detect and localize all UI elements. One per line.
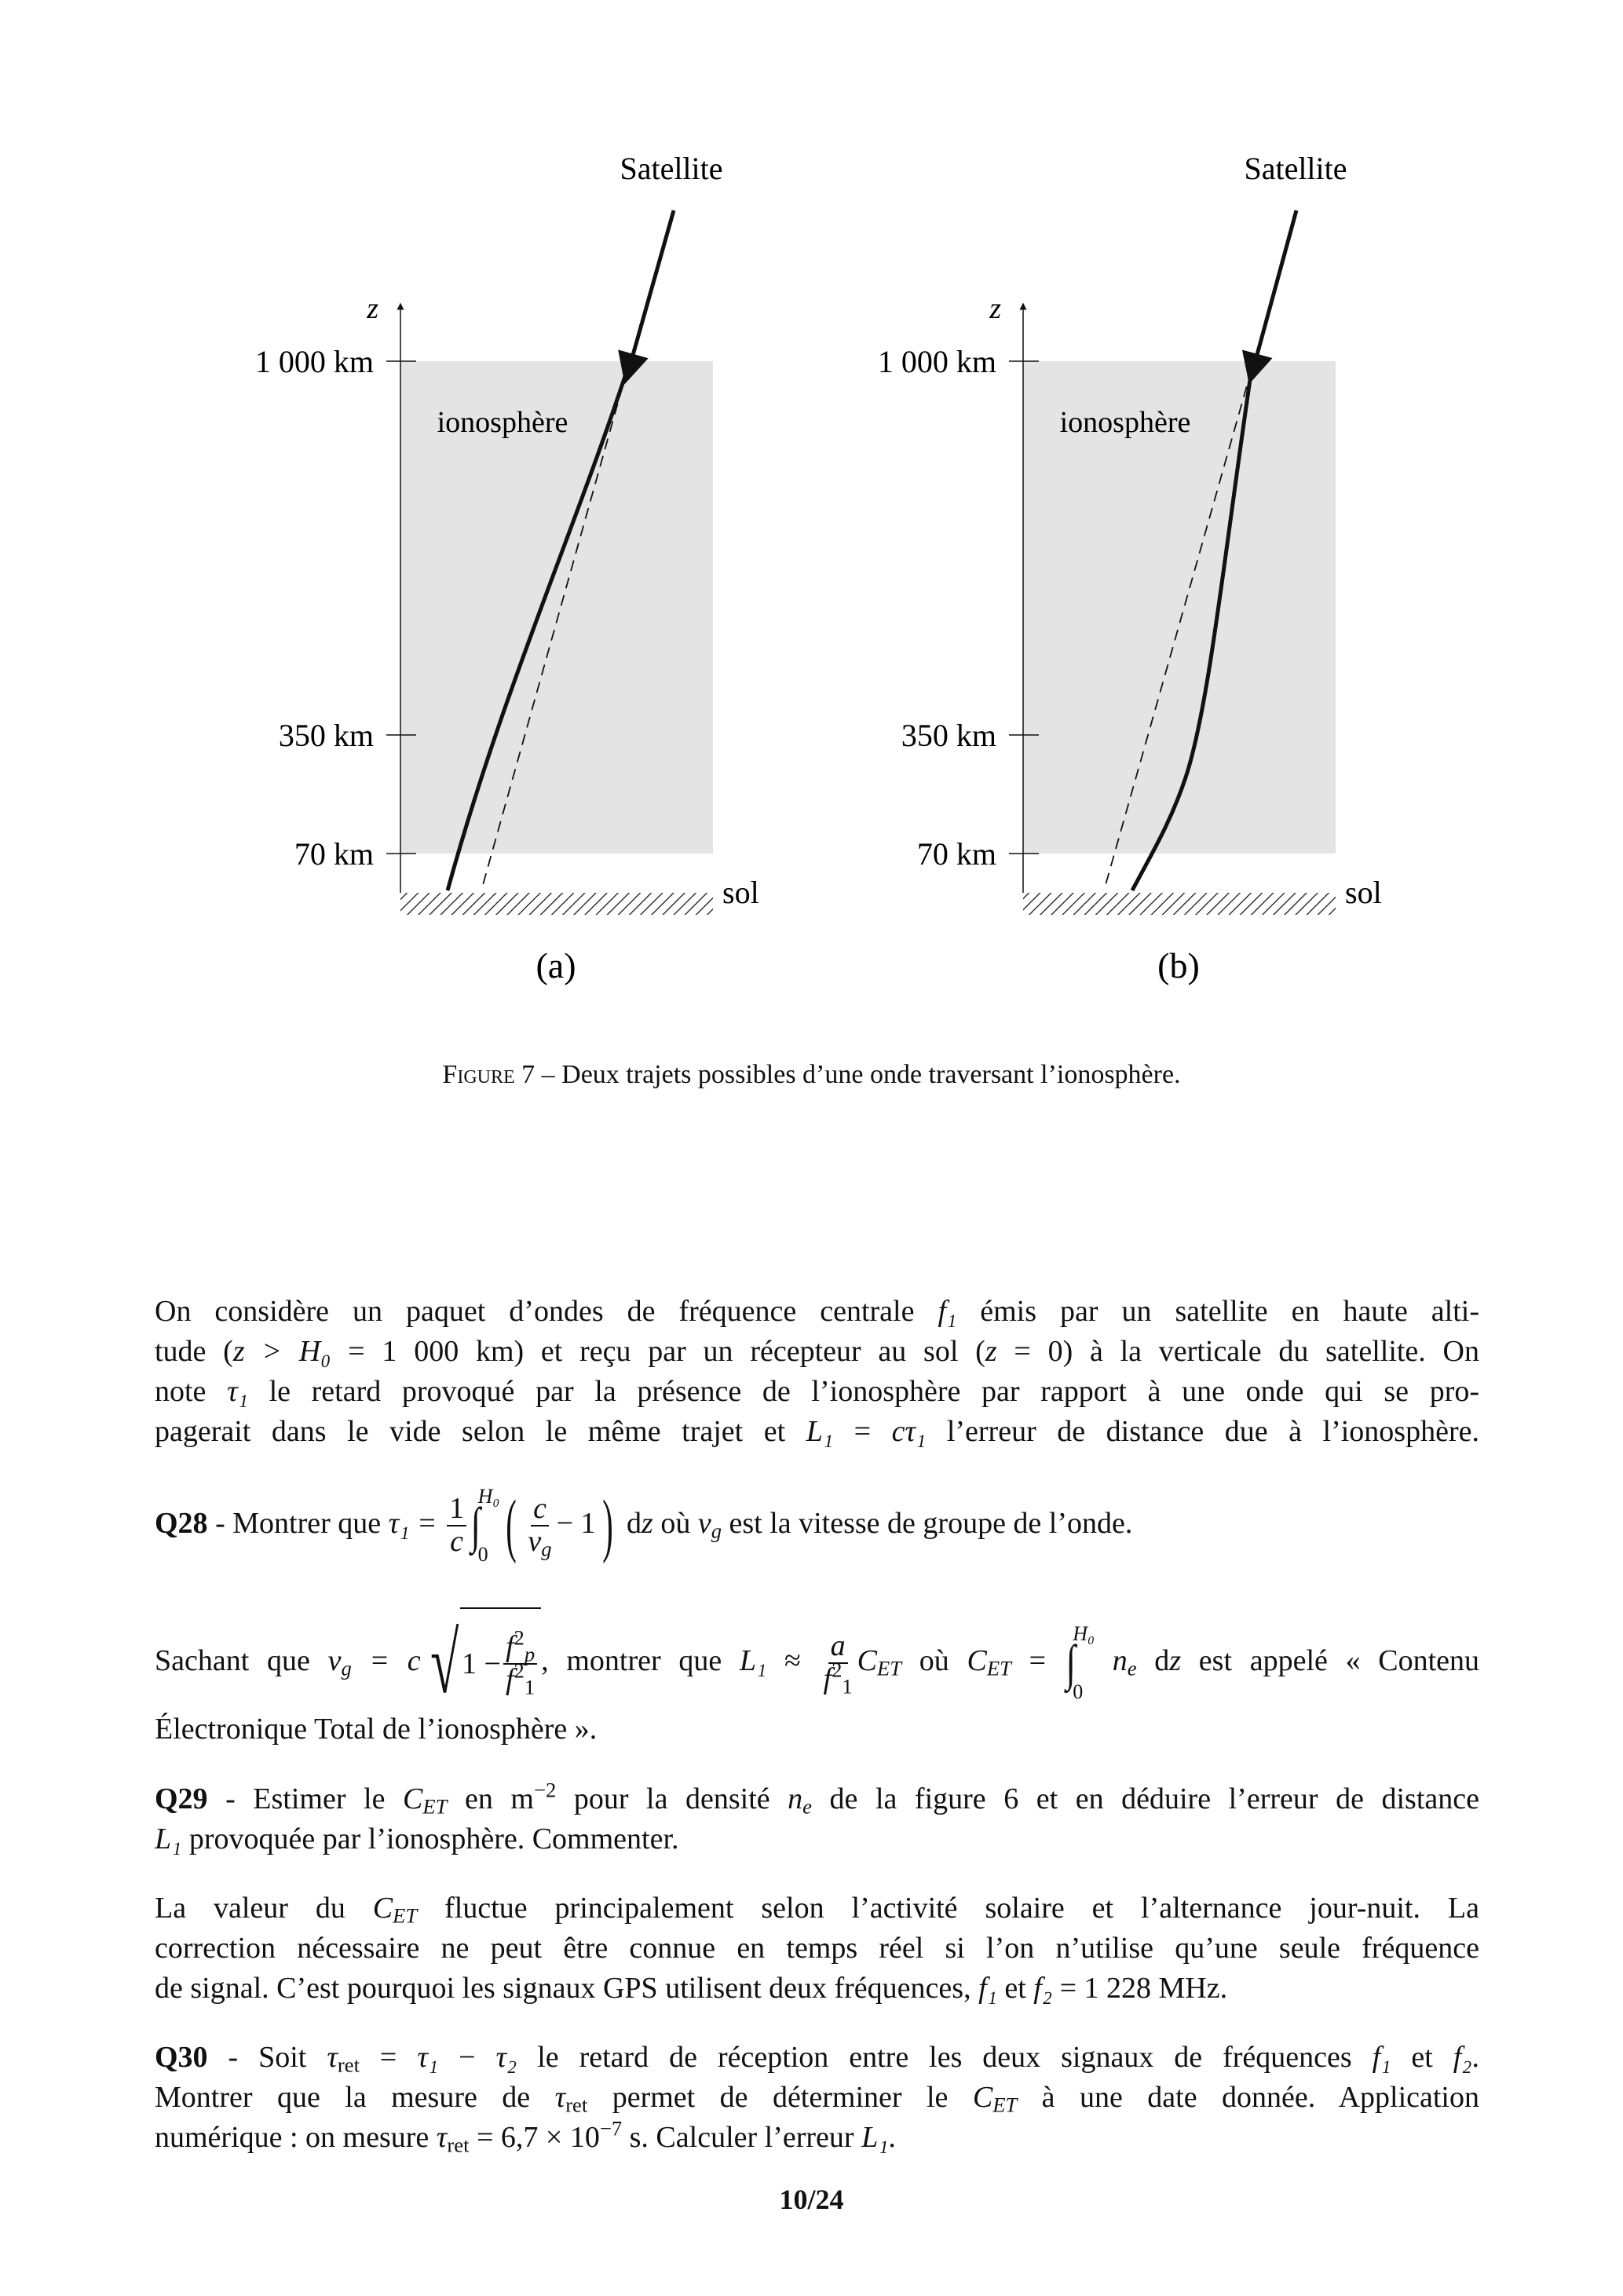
- text-segment: - Estimer le: [207, 1782, 404, 1815]
- text-segment: c: [450, 1525, 464, 1559]
- satellite-label: Satellite: [620, 151, 723, 186]
- p1-line: [155, 1372, 1479, 1411]
- p1-line: [155, 1292, 1479, 1331]
- math-element: [478, 1486, 500, 1565]
- text-segment: le retard provoqué par la présence de l’ionosphère par rapport à une onde qui se pro-: [247, 1375, 1479, 1408]
- text-segment: v: [528, 1525, 542, 1559]
- text-segment: f₁: [1372, 2041, 1391, 2074]
- text-segment: =: [1011, 1644, 1064, 1677]
- text-segment: est la vitesse de groupe de l’onde.: [721, 1507, 1133, 1540]
- math-element: [341, 1657, 351, 1680]
- text-segment: f₁: [938, 1295, 957, 1328]
- text-segment: , montrer que: [541, 1644, 740, 1677]
- ground-label: sol: [722, 875, 759, 910]
- text-segment: c: [531, 1493, 549, 1526]
- text-segment: H₀: [477, 1485, 500, 1508]
- panel-b: [878, 151, 1382, 985]
- text-segment: τ: [327, 2041, 338, 2074]
- text-segment: - Montrer que: [207, 1507, 389, 1540]
- incoming-ray: [1253, 210, 1296, 369]
- tick-label: 70 km: [916, 836, 996, 872]
- text-segment: f₁: [978, 1972, 997, 2005]
- text-segment: en m: [447, 1782, 534, 1815]
- question-q29-line-2: [155, 1819, 1479, 1859]
- tick-label: 350 km: [901, 718, 996, 753]
- text-segment: τ₁ =: [388, 1507, 437, 1540]
- text-segment: La valeur du: [155, 1892, 373, 1925]
- text-segment: Montrer que la mesure de: [155, 2081, 555, 2114]
- figure-7: [0, 0, 1623, 1021]
- text-segment: de la figure 6 et en déduire l’erreur de distance: [811, 1782, 1479, 1815]
- text-segment: z: [1169, 1644, 1182, 1677]
- text-segment: τ₂: [495, 2041, 517, 2074]
- text-segment: z: [642, 1507, 653, 1540]
- text-segment: 1 −: [462, 1647, 501, 1681]
- math-element: [541, 1537, 551, 1561]
- p3-line: [155, 1929, 1479, 1968]
- text-segment: ET: [877, 1656, 902, 1680]
- math-element: ∫: [470, 1497, 481, 1554]
- text-segment: C: [857, 1644, 878, 1677]
- text-segment: − 1: [556, 1507, 596, 1540]
- text-segment: 2: [514, 1625, 525, 1650]
- math-element: ): [601, 1486, 613, 1565]
- text-segment: = c: [351, 1644, 421, 1677]
- p1-line: [155, 1412, 1479, 1451]
- text-segment: ret: [447, 2133, 470, 2157]
- text-segment: −7: [599, 2116, 623, 2141]
- caption-text: – Deux trajets possibles d’une onde traversant l’ionosphère.: [535, 1060, 1181, 1089]
- text-segment: = 1 228 MHz.: [1052, 1972, 1228, 2005]
- text-segment: 1: [524, 1675, 536, 1699]
- math-element: ∫: [1066, 1635, 1076, 1691]
- text-segment: .: [888, 2121, 896, 2154]
- text-segment: τ: [436, 2121, 448, 2154]
- text-segment: de signal. C’est pourquoi les signaux GPS utilisent deux fréquences,: [155, 1972, 979, 2005]
- text-segment: et: [1391, 2041, 1453, 2074]
- p1-line: [155, 1332, 1479, 1371]
- panel-a: [255, 151, 759, 985]
- text-segment: à une date donnée. Application: [1017, 2081, 1479, 2114]
- text-segment: f₂: [1033, 1972, 1053, 2005]
- text-segment: −: [438, 2041, 496, 2074]
- question-label: Q29: [155, 1782, 208, 1815]
- text-segment: où: [901, 1644, 967, 1677]
- text-segment: e: [1127, 1656, 1137, 1680]
- question-label: Q30: [155, 2041, 208, 2074]
- text-segment: f: [505, 1630, 514, 1664]
- tick-label: 1 000 km: [877, 344, 996, 379]
- text-segment: = 0) à la verticale du satellite. On: [996, 1335, 1480, 1368]
- tick-label: 70 km: [294, 836, 374, 872]
- math-element: [802, 1795, 812, 1819]
- text-segment: C: [372, 1892, 393, 1925]
- question-label: Q28: [155, 1507, 208, 1540]
- text-segment: −2: [533, 1778, 557, 1802]
- text-segment: H₀: [1073, 1622, 1095, 1646]
- question-q30: [155, 2038, 1479, 2077]
- text-segment: pagerait dans le vide selon le même trajet et: [155, 1415, 806, 1448]
- question-q29: [155, 1779, 1479, 1819]
- axis-label: z: [989, 292, 1001, 325]
- text-segment: Sachant que: [155, 1644, 328, 1677]
- text-segment: ET: [992, 2093, 1018, 2117]
- satellite-label: Satellite: [1244, 151, 1347, 186]
- math-element: [987, 1657, 1011, 1680]
- text-segment: d: [627, 1507, 642, 1540]
- text-segment: C: [403, 1782, 423, 1815]
- text-segment: e: [802, 1794, 812, 1819]
- incoming-ray: [629, 210, 674, 369]
- math-element: [877, 1657, 901, 1680]
- math-element: [503, 1658, 537, 1699]
- text-segment: g: [541, 1537, 552, 1561]
- text-segment: L₁: [806, 1415, 834, 1448]
- text-segment: p: [524, 1643, 536, 1667]
- text-segment: note: [155, 1375, 228, 1408]
- sachant-line-2: [155, 1709, 1479, 1749]
- p3-line: [155, 1969, 1479, 2008]
- text-segment: s. Calculer l’erreur: [622, 2121, 862, 2154]
- axis-label: z: [367, 292, 378, 325]
- text-segment: 2: [514, 1658, 525, 1683]
- math-element: [525, 1492, 554, 1561]
- math-element: (: [506, 1486, 517, 1565]
- text-segment: permet de déterminer le: [587, 2081, 973, 2114]
- text-segment: L₁: [155, 1823, 182, 1855]
- tick-label: 350 km: [278, 718, 374, 753]
- text-segment: ret: [337, 2053, 360, 2077]
- text-segment: L₁: [861, 2121, 889, 2154]
- text-segment: On considère un paquet d’ondes de fréquence centrale: [155, 1295, 938, 1328]
- text-segment: numérique : on mesure: [155, 2121, 437, 2154]
- math-element: [821, 1629, 855, 1698]
- text-segment: f: [823, 1662, 832, 1696]
- math-element: [1073, 1624, 1095, 1702]
- text-segment: 0: [477, 1543, 488, 1567]
- math-element: [460, 1607, 541, 1719]
- panel-label: (b): [1157, 945, 1200, 985]
- text-segment: v: [697, 1507, 711, 1540]
- panel-label: (a): [536, 945, 576, 985]
- caption-prefix: Figure 7: [442, 1060, 536, 1089]
- page-number: 10/24: [779, 2184, 844, 2215]
- text-segment: z > H₀: [232, 1335, 331, 1368]
- text-segment: =: [833, 1415, 892, 1448]
- text-segment: d: [1136, 1644, 1170, 1677]
- math-element: [422, 1795, 447, 1819]
- text-segment: .: [1471, 2041, 1479, 2074]
- text-segment: correction nécessaire ne peut être connue en temps réel si l’on n’utilise qu’une seule fréquence: [155, 1932, 1479, 1965]
- text-segment: = 1 000 km) et reçu par un récepteur au sol (: [331, 1335, 985, 1368]
- text-segment: C: [967, 1644, 987, 1677]
- text-segment: f₂: [1453, 2041, 1472, 2074]
- text-segment: n: [1112, 1644, 1128, 1677]
- math-element: [421, 1607, 541, 1719]
- math-element: √: [430, 1615, 459, 1712]
- text-segment: où: [652, 1507, 698, 1540]
- text-segment: z: [985, 1335, 997, 1368]
- text-segment: émis par un satellite en haute alti-: [956, 1295, 1479, 1328]
- text-segment: C: [972, 2081, 993, 2114]
- text-segment: fluctue principalement selon l’activité solaire et l’alternance jour-nuit. La: [417, 1892, 1479, 1925]
- text-segment: 1: [447, 1493, 466, 1526]
- question-q30-line-2: [155, 2078, 1479, 2117]
- text-segment: et: [996, 1972, 1034, 2005]
- text-segment: f: [505, 1663, 514, 1697]
- text-segment: τ₁: [417, 2041, 439, 2074]
- text-segment: ET: [422, 1794, 448, 1819]
- question-q30-line-3: [155, 2118, 1479, 2157]
- p3-line: [155, 1888, 1479, 1928]
- figure-caption: [0, 1060, 1623, 1090]
- text-segment: ET: [986, 1656, 1011, 1680]
- text-segment: v: [327, 1644, 342, 1677]
- math-element: [393, 1904, 417, 1928]
- text-segment: 0: [1073, 1680, 1084, 1704]
- ground-label: sol: [1345, 875, 1382, 910]
- text-segment: = 6,7 × 10: [469, 2121, 600, 2154]
- text-segment: g: [341, 1656, 352, 1680]
- ionosphere-label: ionosphère: [1059, 406, 1191, 439]
- text-segment: le retard de réception entre les deux signaux de fréquences: [517, 2041, 1373, 2074]
- math-element: [821, 1658, 855, 1698]
- math-element: [525, 1643, 535, 1666]
- ground-hatch: [400, 893, 713, 915]
- text-segment: a: [828, 1631, 848, 1664]
- text-segment: ≈: [766, 1644, 819, 1677]
- tick-label: 1 000 km: [254, 344, 374, 379]
- text-segment: 1: [842, 1674, 853, 1698]
- text-segment: Électronique Total de l’ionosphère ».: [155, 1713, 598, 1746]
- question-q28: [155, 1476, 1479, 1570]
- ground-hatch: [1023, 893, 1336, 915]
- text-segment: cτ₁: [891, 1415, 927, 1448]
- text-segment: τ: [554, 2081, 566, 2114]
- text-segment: provoquée par l’ionosphère. Commenter.: [181, 1823, 679, 1855]
- math-element: [525, 1525, 554, 1561]
- text-segment: τ₁: [227, 1375, 248, 1408]
- text-segment: =: [359, 2041, 418, 2074]
- math-element: [1128, 1657, 1137, 1680]
- text-segment: ret: [565, 2093, 588, 2117]
- math-element: [503, 1625, 537, 1699]
- text-segment: est appelé « Contenu: [1181, 1644, 1480, 1677]
- text-segment: - Soit: [207, 2041, 327, 2074]
- math-element: [447, 1493, 466, 1558]
- text-segment: ET: [393, 1903, 418, 1928]
- ionosphere-label: ionosphère: [437, 406, 568, 439]
- text-segment: n: [788, 1782, 803, 1815]
- text-segment: g: [711, 1519, 722, 1543]
- text-segment: pour la densité: [556, 1782, 788, 1815]
- text-segment: l’erreur de distance due à l’ionosphère.: [926, 1415, 1479, 1448]
- sachant-line: [155, 1606, 1479, 1719]
- text-segment: L₁: [739, 1644, 767, 1677]
- math-element: [711, 1519, 722, 1543]
- text-segment: tude (: [155, 1335, 233, 1368]
- text-segment: 2: [832, 1658, 843, 1682]
- math-element: [992, 2093, 1017, 2117]
